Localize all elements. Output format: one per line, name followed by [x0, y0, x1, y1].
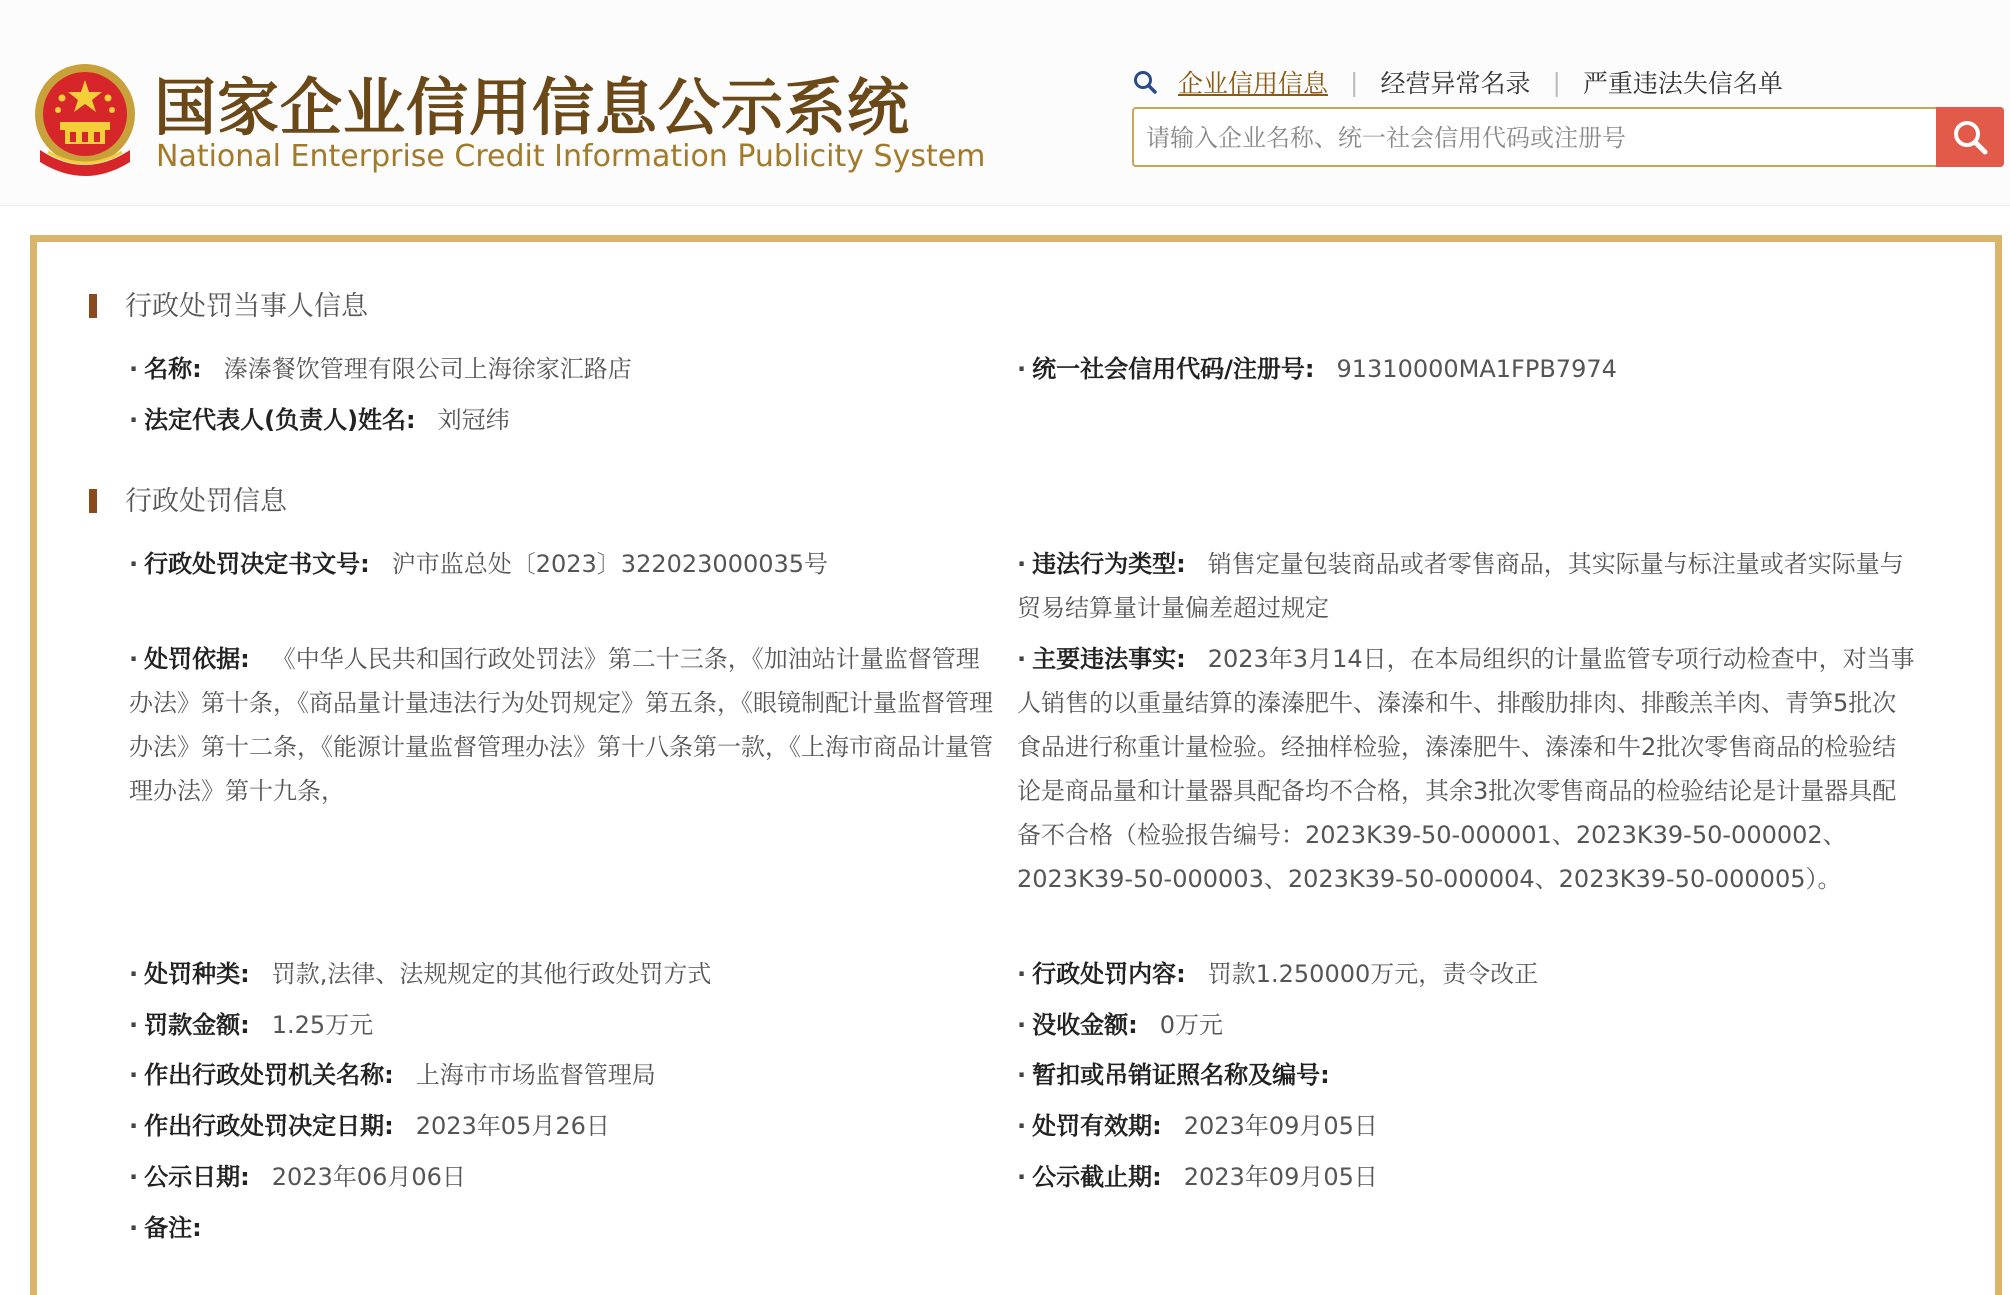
field-publish-end: · 公示截止期: 2023年09月05日 — [1017, 1163, 1378, 1191]
field-license: · 暂扣或吊销证照名称及编号: — [1017, 1061, 1330, 1089]
section-title-penalty: 行政处罚信息 — [89, 479, 287, 518]
nav-separator: | — [1350, 67, 1359, 97]
field-decision-date: · 作出行政处罚决定日期: 2023年05月26日 — [129, 1112, 610, 1140]
national-emblem-icon — [30, 62, 140, 177]
field-confiscation: · 没收金额: 0万元 — [1017, 1011, 1224, 1039]
search-input[interactable] — [1134, 109, 1948, 167]
field-publish-date: · 公示日期: 2023年06月06日 — [129, 1163, 466, 1191]
site-title: 国家企业信用信息公示系统 — [154, 71, 911, 144]
detail-panel — [30, 235, 2002, 1295]
field-legal-rep: · 法定代表人(负责人)姓名: 刘冠纬 — [129, 406, 510, 434]
section-marker — [89, 294, 97, 318]
search-icon — [1950, 117, 1990, 157]
field-basis: · 处罚依据: 《中华人民共和国行政处罚法》第二十三条，《加油站计量监督管理办法》第十条，《商品量计量违法行为处罚规定》第五条，《眼镜制配计量监督管理办法》第十二条，《能源计量监督管理办法》第十八条第一款，《上海市商品计量管理办法》第十九条， — [129, 645, 993, 805]
field-doc-no: · 行政处罚决定书文号: 沪市监总处〔2023〕322023000035号 — [129, 550, 829, 578]
field-violation-type: · 违法行为类型: 销售定量包装商品或者零售商品，其实际量与标注量或者实际量与贸易结算量计量偏差超过规定 — [1017, 550, 1904, 622]
nav-serious-list-link[interactable]: 严重违法失信名单 — [1582, 69, 1783, 98]
field-fine: · 罚款金额: 1.25万元 — [129, 1011, 374, 1039]
search-icon — [1132, 69, 1158, 95]
field-authority: · 作出行政处罚机关名称: 上海市市场监督管理局 — [129, 1061, 656, 1089]
field-name: · 名称: 溱溱餐饮管理有限公司上海徐家汇路店 — [129, 355, 632, 383]
search-button[interactable] — [1936, 107, 2004, 167]
nav-separator: | — [1552, 67, 1561, 97]
section-marker — [89, 489, 97, 513]
field-credit-code: · 统一社会信用代码/注册号: 91310000MA1FPB7974 — [1017, 355, 1617, 383]
site-subtitle: National Enterprise Credit Information Publicity System — [156, 139, 986, 174]
nav-abnormal-list-link[interactable]: 经营异常名录 — [1380, 69, 1531, 98]
field-facts: · 主要违法事实: 2023年3月14日，在本局组织的计量监管专项行动检查中，对当事人销售的以重量结算的溱溱肥牛、溱溱和牛、排酸肋排肉、排酸羔羊肉、青笋5批次食品进行称重计量检验。经抽样检验，溱溱肥牛、溱溱和牛2批次零售商品的检验结论是商品量和计量器具配备均不合格，其余3批次零售商品的检验结论是计量器具配备不合格（检验报告编号：2023K39-50-000001、2023K39-50-000002、2023K39-50-000003、2023K39-50-000004、2023K39-50-000005）。 — [1017, 645, 1915, 893]
field-penalty-content: · 行政处罚内容: 罚款1.250000万元，责令改正 — [1017, 960, 1539, 988]
nav-credit-info-link[interactable]: 企业信用信息 — [1178, 69, 1329, 98]
search-box — [1132, 107, 2004, 167]
field-kind: · 处罚种类: 罚款,法律、法规规定的其他行政处罚方式 — [129, 960, 712, 988]
field-validity: · 处罚有效期: 2023年09月05日 — [1017, 1112, 1378, 1140]
section-title-party: 行政处罚当事人信息 — [89, 284, 368, 323]
top-nav — [1132, 62, 1783, 102]
field-remark: · 备注: — [129, 1214, 202, 1242]
site-header — [0, 0, 2010, 206]
